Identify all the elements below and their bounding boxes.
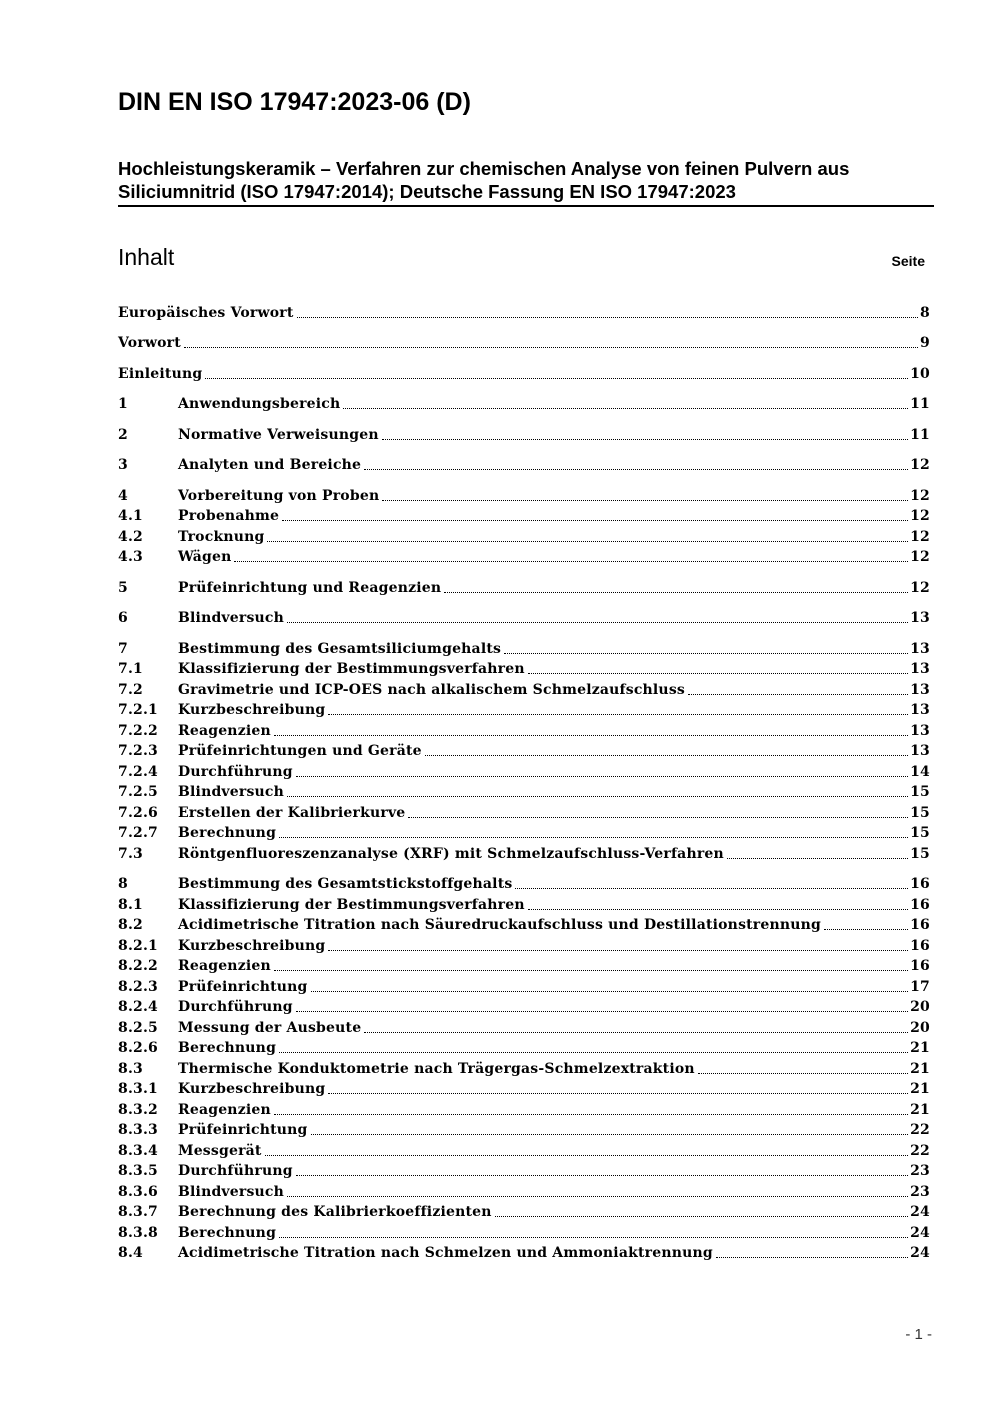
toc-entry-title: Vorwort xyxy=(118,335,181,351)
toc-entry-number: 8.1 xyxy=(118,897,143,913)
toc-dot-leader xyxy=(274,970,908,971)
toc-entry-number: 7.2 xyxy=(118,682,143,698)
toc-entry-number: 4 xyxy=(118,488,128,504)
toc-entry[interactable] xyxy=(118,301,930,322)
toc-dot-leader xyxy=(698,1073,908,1074)
toc-entry-title: Durchführung xyxy=(178,764,293,780)
toc-entry-page: 13 xyxy=(910,682,930,698)
toc-entry[interactable] xyxy=(118,362,930,383)
toc-entry[interactable] xyxy=(118,739,930,760)
toc-entry-number: 7.2.3 xyxy=(118,743,158,759)
toc-entry-number: 8.3.1 xyxy=(118,1081,158,1097)
toc-dot-leader xyxy=(382,500,908,501)
toc-entry-title: Kurzbeschreibung xyxy=(178,702,326,718)
toc-entry-page: 12 xyxy=(910,549,930,565)
toc-entry-number: 8.3.2 xyxy=(118,1102,158,1118)
toc-entry[interactable] xyxy=(118,913,930,934)
toc-entry-title: Bestimmung des Gesamtsiliciumgehalts xyxy=(178,641,502,657)
toc-entry-page: 21 xyxy=(910,1040,930,1056)
toc-entry[interactable] xyxy=(118,893,930,914)
page-number: - 1 - xyxy=(905,1326,932,1343)
toc-entry[interactable] xyxy=(118,331,930,352)
toc-entry-title: Reagenzien xyxy=(178,958,271,974)
toc-entry-page: 13 xyxy=(910,723,930,739)
toc-entry-page: 10 xyxy=(910,366,930,382)
toc-dot-leader xyxy=(296,1011,908,1012)
toc-entry[interactable] xyxy=(118,821,930,842)
toc-entry[interactable] xyxy=(118,780,930,801)
toc-dot-leader xyxy=(287,1196,908,1197)
toc-entry-title: Blindversuch xyxy=(178,610,285,626)
toc-dot-leader xyxy=(408,817,908,818)
toc-dot-leader xyxy=(495,1216,908,1217)
toc-dot-leader xyxy=(528,909,908,910)
toc-entry-title: Röntgenfluoreszenzanalyse (XRF) mit Schmelzaufschluss-Verfahren xyxy=(178,846,724,862)
toc-entry[interactable] xyxy=(118,842,930,863)
toc-entry-number: 7.2.2 xyxy=(118,723,158,739)
toc-entry[interactable] xyxy=(118,1077,930,1098)
toc-entry[interactable] xyxy=(118,453,930,474)
toc-entry-number: 5 xyxy=(118,580,128,596)
toc-dot-leader xyxy=(328,714,908,715)
toc-dot-leader xyxy=(205,378,908,379)
toc-heading: Inhalt xyxy=(118,244,175,270)
toc-entry-title: Berechnung des Kalibrierkoeffizienten xyxy=(178,1204,492,1220)
toc-entry-title: Prüfeinrichtung xyxy=(178,979,308,995)
toc-entry[interactable] xyxy=(118,1159,930,1180)
toc-entry-title: Klassifizierung der Bestimmungsverfahren xyxy=(178,897,525,913)
toc-entry-page: 16 xyxy=(910,938,930,954)
toc-entry-page: 15 xyxy=(910,805,930,821)
toc-entry-title: Kurzbeschreibung xyxy=(178,938,326,954)
toc-dot-leader xyxy=(425,755,908,756)
toc-entry-number: 8.3.8 xyxy=(118,1225,158,1241)
toc-entry[interactable] xyxy=(118,1016,930,1037)
toc-dot-leader xyxy=(274,1114,908,1115)
toc-entry-title: Prüfeinrichtung xyxy=(178,1122,308,1138)
toc-entry-number: 4.1 xyxy=(118,508,143,524)
toc-entry-page: 11 xyxy=(910,396,930,412)
toc-dot-leader xyxy=(328,1093,908,1094)
toc-dot-leader xyxy=(274,735,908,736)
toc-dot-leader xyxy=(282,520,908,521)
toc-entry-title: Einleitung xyxy=(118,366,203,382)
toc-dot-leader xyxy=(328,950,908,951)
toc-entry-title: Trocknung xyxy=(178,529,265,545)
toc-entry-page: 16 xyxy=(910,876,930,892)
toc-entry[interactable] xyxy=(118,1098,930,1119)
toc-dot-leader xyxy=(184,347,918,348)
toc-dot-leader xyxy=(382,439,908,440)
toc-entry-page: 23 xyxy=(910,1184,930,1200)
toc-dot-leader xyxy=(504,653,908,654)
toc-entry-title: Durchführung xyxy=(178,1163,293,1179)
toc-entry[interactable] xyxy=(118,760,930,781)
subtitle-line-2: Siliciumnitrid (ISO 17947:2014); Deutsche Fassung EN ISO 17947:2023 xyxy=(118,181,736,202)
toc-entry-title: Blindversuch xyxy=(178,1184,285,1200)
toc-dot-leader xyxy=(727,858,908,859)
toc-entry-title: Berechnung xyxy=(178,1040,277,1056)
toc-entry[interactable] xyxy=(118,872,930,893)
subtitle-line-1: Hochleistungskeramik – Verfahren zur chemischen Analyse von feinen Pulvern aus xyxy=(118,158,850,179)
document-title: DIN EN ISO 17947:2023-06 (D) xyxy=(118,88,471,116)
toc-entry-title: Messgerät xyxy=(178,1143,262,1159)
toc-entry-page: 16 xyxy=(910,958,930,974)
toc-dot-leader xyxy=(515,888,908,889)
toc-entry[interactable] xyxy=(118,657,930,678)
toc-entry-title: Reagenzien xyxy=(178,723,271,739)
page-column-label: Seite xyxy=(891,253,925,269)
toc-entry-number: 8.2.4 xyxy=(118,999,158,1015)
toc-dot-leader xyxy=(265,1155,909,1156)
toc-dot-leader xyxy=(364,469,908,470)
toc-entry-title: Acidimetrische Titration nach Säuredruckaufschluss und Destillationstrennung xyxy=(178,917,821,933)
toc-dot-leader xyxy=(287,796,908,797)
toc-entry-page: 20 xyxy=(910,999,930,1015)
toc-entry[interactable] xyxy=(118,801,930,822)
toc-entry[interactable] xyxy=(118,392,930,413)
toc-entry[interactable] xyxy=(118,576,930,597)
toc-entry-number: 2 xyxy=(118,427,128,443)
toc-entry-number: 1 xyxy=(118,396,128,412)
toc-entry-title: Kurzbeschreibung xyxy=(178,1081,326,1097)
toc-dot-leader xyxy=(824,929,908,930)
toc-entry[interactable] xyxy=(118,954,930,975)
toc-entry[interactable] xyxy=(118,606,930,627)
toc-dot-leader xyxy=(296,776,908,777)
toc-entry[interactable] xyxy=(118,975,930,996)
toc-entry-number: 8.2 xyxy=(118,917,143,933)
toc-dot-leader xyxy=(287,622,908,623)
toc-entry-number: 8.3.7 xyxy=(118,1204,158,1220)
toc-entry-number: 7.1 xyxy=(118,661,143,677)
toc-entry-page: 22 xyxy=(910,1143,930,1159)
toc-entry-page: 15 xyxy=(910,846,930,862)
toc-entry[interactable] xyxy=(118,1057,930,1078)
toc-entry-number: 4.2 xyxy=(118,529,143,545)
toc-entry-page: 12 xyxy=(910,457,930,473)
toc-dot-leader xyxy=(343,408,908,409)
toc-entry-number: 8.2.6 xyxy=(118,1040,158,1056)
toc-dot-leader xyxy=(279,1052,908,1053)
toc-dot-leader xyxy=(528,673,908,674)
toc-dot-leader xyxy=(297,317,919,318)
toc-entry-number: 7 xyxy=(118,641,128,657)
toc-entry-title: Bestimmung des Gesamtstickstoffgehalts xyxy=(178,876,513,892)
toc-entry-number: 7.2.5 xyxy=(118,784,158,800)
toc-entry-number: 8.2.5 xyxy=(118,1020,158,1036)
toc-entry[interactable] xyxy=(118,1221,930,1242)
toc-entry-title: Reagenzien xyxy=(178,1102,271,1118)
toc-entry-page: 15 xyxy=(910,825,930,841)
toc-entry-number: 8 xyxy=(118,876,128,892)
toc-entry-page: 13 xyxy=(910,610,930,626)
toc-entry[interactable] xyxy=(118,637,930,658)
toc-entry[interactable] xyxy=(118,525,930,546)
toc-entry-title: Berechnung xyxy=(178,825,277,841)
toc-entry-page: 24 xyxy=(910,1204,930,1220)
toc-entry-page: 13 xyxy=(910,702,930,718)
toc-entry-title: Analyten und Bereiche xyxy=(178,457,362,473)
toc-entry-title: Acidimetrische Titration nach Schmelzen und Ammoniaktrennung xyxy=(178,1245,713,1261)
toc-entry[interactable] xyxy=(118,484,930,505)
toc-dot-leader xyxy=(311,991,909,992)
toc-dot-leader xyxy=(234,561,908,562)
toc-entry-title: Durchführung xyxy=(178,999,293,1015)
toc-entry[interactable] xyxy=(118,504,930,525)
toc-dot-leader xyxy=(279,1237,908,1238)
toc-entry-title: Gravimetrie und ICP-OES nach alkalischem Schmelzaufschluss xyxy=(178,682,685,698)
toc-entry-page: 23 xyxy=(910,1163,930,1179)
toc-entry-title: Prüfeinrichtungen und Geräte xyxy=(178,743,422,759)
toc-entry-page: 11 xyxy=(910,427,930,443)
toc-entry-number: 7.3 xyxy=(118,846,143,862)
toc-entry-page: 24 xyxy=(910,1245,930,1261)
table-of-contents xyxy=(118,0,930,1403)
toc-entry-number: 7.2.4 xyxy=(118,764,158,780)
toc-entry[interactable] xyxy=(118,1118,930,1139)
toc-entry-title: Normative Verweisungen xyxy=(178,427,379,443)
toc-entry-page: 15 xyxy=(910,784,930,800)
toc-dot-leader xyxy=(716,1257,908,1258)
toc-entry-page: 12 xyxy=(910,580,930,596)
toc-entry-number: 8.3 xyxy=(118,1061,143,1077)
toc-entry[interactable] xyxy=(118,1139,930,1160)
toc-entry-number: 4.3 xyxy=(118,549,143,565)
toc-entry-number: 7.2.1 xyxy=(118,702,158,718)
toc-entry-page: 8 xyxy=(920,305,930,321)
toc-entry-page: 17 xyxy=(910,979,930,995)
toc-entry-page: 22 xyxy=(910,1122,930,1138)
toc-entry-number: 8.4 xyxy=(118,1245,143,1261)
toc-dot-leader xyxy=(296,1175,908,1176)
toc-entry[interactable] xyxy=(118,995,930,1016)
toc-entry-page: 13 xyxy=(910,661,930,677)
toc-entry-page: 12 xyxy=(910,488,930,504)
toc-entry-title: Vorbereitung von Proben xyxy=(178,488,380,504)
toc-entry-title: Blindversuch xyxy=(178,784,285,800)
toc-entry-number: 8.2.1 xyxy=(118,938,158,954)
toc-entry-title: Erstellen der Kalibrierkurve xyxy=(178,805,406,821)
toc-entry-page: 24 xyxy=(910,1225,930,1241)
toc-entry[interactable] xyxy=(118,934,930,955)
toc-entry[interactable] xyxy=(118,1241,930,1262)
toc-entry[interactable] xyxy=(118,1180,930,1201)
toc-entry-number: 8.2.3 xyxy=(118,979,158,995)
toc-dot-leader xyxy=(267,541,908,542)
toc-entry[interactable] xyxy=(118,698,930,719)
toc-entry-page: 21 xyxy=(910,1102,930,1118)
toc-entry-page: 20 xyxy=(910,1020,930,1036)
toc-entry-page: 13 xyxy=(910,743,930,759)
toc-dot-leader xyxy=(311,1134,909,1135)
toc-entry-page: 16 xyxy=(910,897,930,913)
toc-entry-title: Prüfeinrichtung und Reagenzien xyxy=(178,580,442,596)
toc-entry-number: 8.2.2 xyxy=(118,958,158,974)
toc-entry-number: 3 xyxy=(118,457,128,473)
toc-dot-leader xyxy=(444,592,908,593)
toc-entry[interactable] xyxy=(118,1036,930,1057)
toc-dot-leader xyxy=(688,694,908,695)
toc-entry-page: 12 xyxy=(910,508,930,524)
toc-entry-title: Europäisches Vorwort xyxy=(118,305,294,321)
toc-entry-page: 16 xyxy=(910,917,930,933)
toc-entry-title: Anwendungsbereich xyxy=(178,396,341,412)
toc-entry[interactable] xyxy=(118,678,930,699)
toc-entry[interactable] xyxy=(118,1200,930,1221)
toc-entry-number: 8.3.6 xyxy=(118,1184,158,1200)
toc-entry-title: Berechnung xyxy=(178,1225,277,1241)
toc-entry-page: 14 xyxy=(910,764,930,780)
toc-entry-page: 13 xyxy=(910,641,930,657)
toc-dot-leader xyxy=(279,837,908,838)
toc-entry-title: Klassifizierung der Bestimmungsverfahren xyxy=(178,661,525,677)
toc-entry-number: 8.3.4 xyxy=(118,1143,158,1159)
toc-entry-page: 21 xyxy=(910,1061,930,1077)
toc-entry[interactable] xyxy=(118,719,930,740)
toc-entry-page: 21 xyxy=(910,1081,930,1097)
toc-entry-title: Wägen xyxy=(178,549,232,565)
toc-entry-number: 7.2.7 xyxy=(118,825,158,841)
toc-entry[interactable] xyxy=(118,545,930,566)
toc-entry-title: Messung der Ausbeute xyxy=(178,1020,362,1036)
toc-entry[interactable] xyxy=(118,423,930,444)
toc-entry-title: Thermische Konduktometrie nach Trägergas-Schmelzextraktion xyxy=(178,1061,695,1077)
toc-entry-page: 9 xyxy=(920,335,930,351)
toc-entry-number: 7.2.6 xyxy=(118,805,158,821)
toc-entry-number: 6 xyxy=(118,610,128,626)
toc-entry-title: Probenahme xyxy=(178,508,280,524)
toc-entry-number: 8.3.3 xyxy=(118,1122,158,1138)
toc-entry-page: 12 xyxy=(910,529,930,545)
toc-dot-leader xyxy=(364,1032,908,1033)
toc-entry-number: 8.3.5 xyxy=(118,1163,158,1179)
